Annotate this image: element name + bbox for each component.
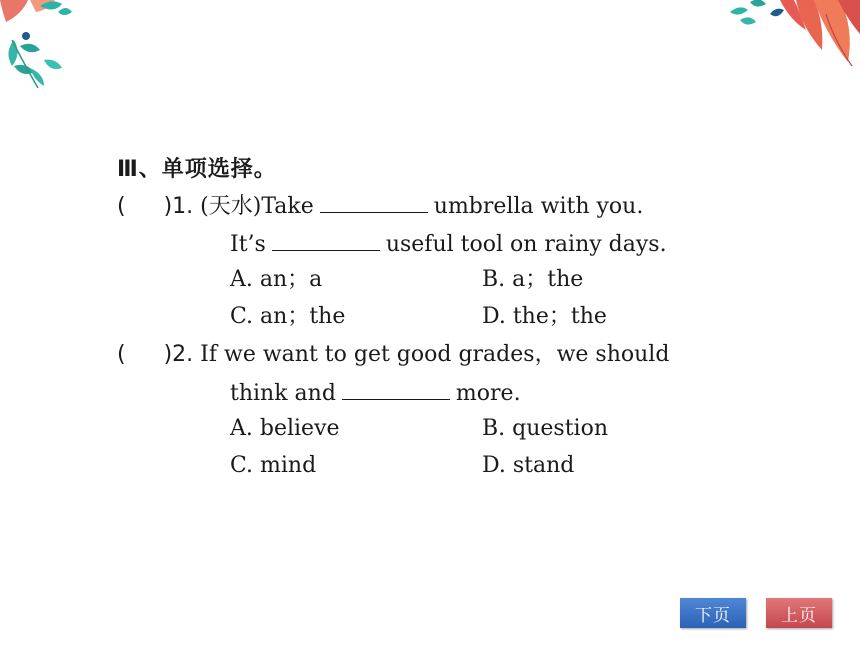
question-2-text: If we want to get good grades，we should bbox=[200, 342, 670, 367]
question-2-line-2 bbox=[230, 377, 521, 409]
question-2-blank bbox=[342, 377, 450, 400]
question-1-option-b: B. a；the bbox=[482, 267, 584, 292]
question-1-option-d: D. the；the bbox=[482, 304, 607, 329]
question-1-source: (天水) bbox=[200, 194, 262, 219]
next-page-button[interactable]: 下页 bbox=[680, 598, 746, 628]
question-2-number: )2. bbox=[163, 342, 194, 367]
question-2-option-c: C. mind bbox=[230, 453, 317, 478]
previous-page-button[interactable]: 上页 bbox=[766, 598, 832, 628]
question-1-text-before: Take bbox=[261, 194, 314, 219]
question-1-paren-open: ( bbox=[117, 194, 126, 219]
question-1-text-after: umbrella with you. bbox=[433, 194, 644, 219]
question-1-line-2-after: useful tool on rainy days. bbox=[385, 232, 667, 257]
leaf-decoration-right bbox=[730, 0, 860, 70]
question-1-line-1 bbox=[117, 190, 643, 222]
leaf-decoration-left bbox=[0, 0, 80, 95]
question-1-answer-box[interactable] bbox=[130, 197, 160, 217]
question-2-paren-open: ( bbox=[117, 342, 126, 367]
question-2-answer-box[interactable] bbox=[130, 345, 160, 365]
question-2-option-b: B. question bbox=[482, 416, 609, 441]
question-1-option-c: C. an；the bbox=[230, 304, 346, 329]
question-1-line-2 bbox=[230, 228, 667, 260]
question-1-option-a: A. an；a bbox=[230, 267, 323, 292]
question-1-blank-1 bbox=[320, 190, 428, 213]
question-1-blank-2 bbox=[272, 228, 380, 251]
question-1-number: )1. bbox=[163, 194, 194, 219]
question-2-line-1 bbox=[117, 340, 669, 370]
question-2-option-d: D. stand bbox=[482, 453, 575, 478]
question-2-line-2-before: think and bbox=[230, 381, 336, 406]
question-2-option-a: A. believe bbox=[230, 416, 340, 441]
question-2-line-2-after: more. bbox=[455, 381, 521, 406]
question-1-line-2-before: It’s bbox=[230, 232, 266, 257]
section-title: Ⅲ、单项选择。 bbox=[117, 157, 277, 182]
